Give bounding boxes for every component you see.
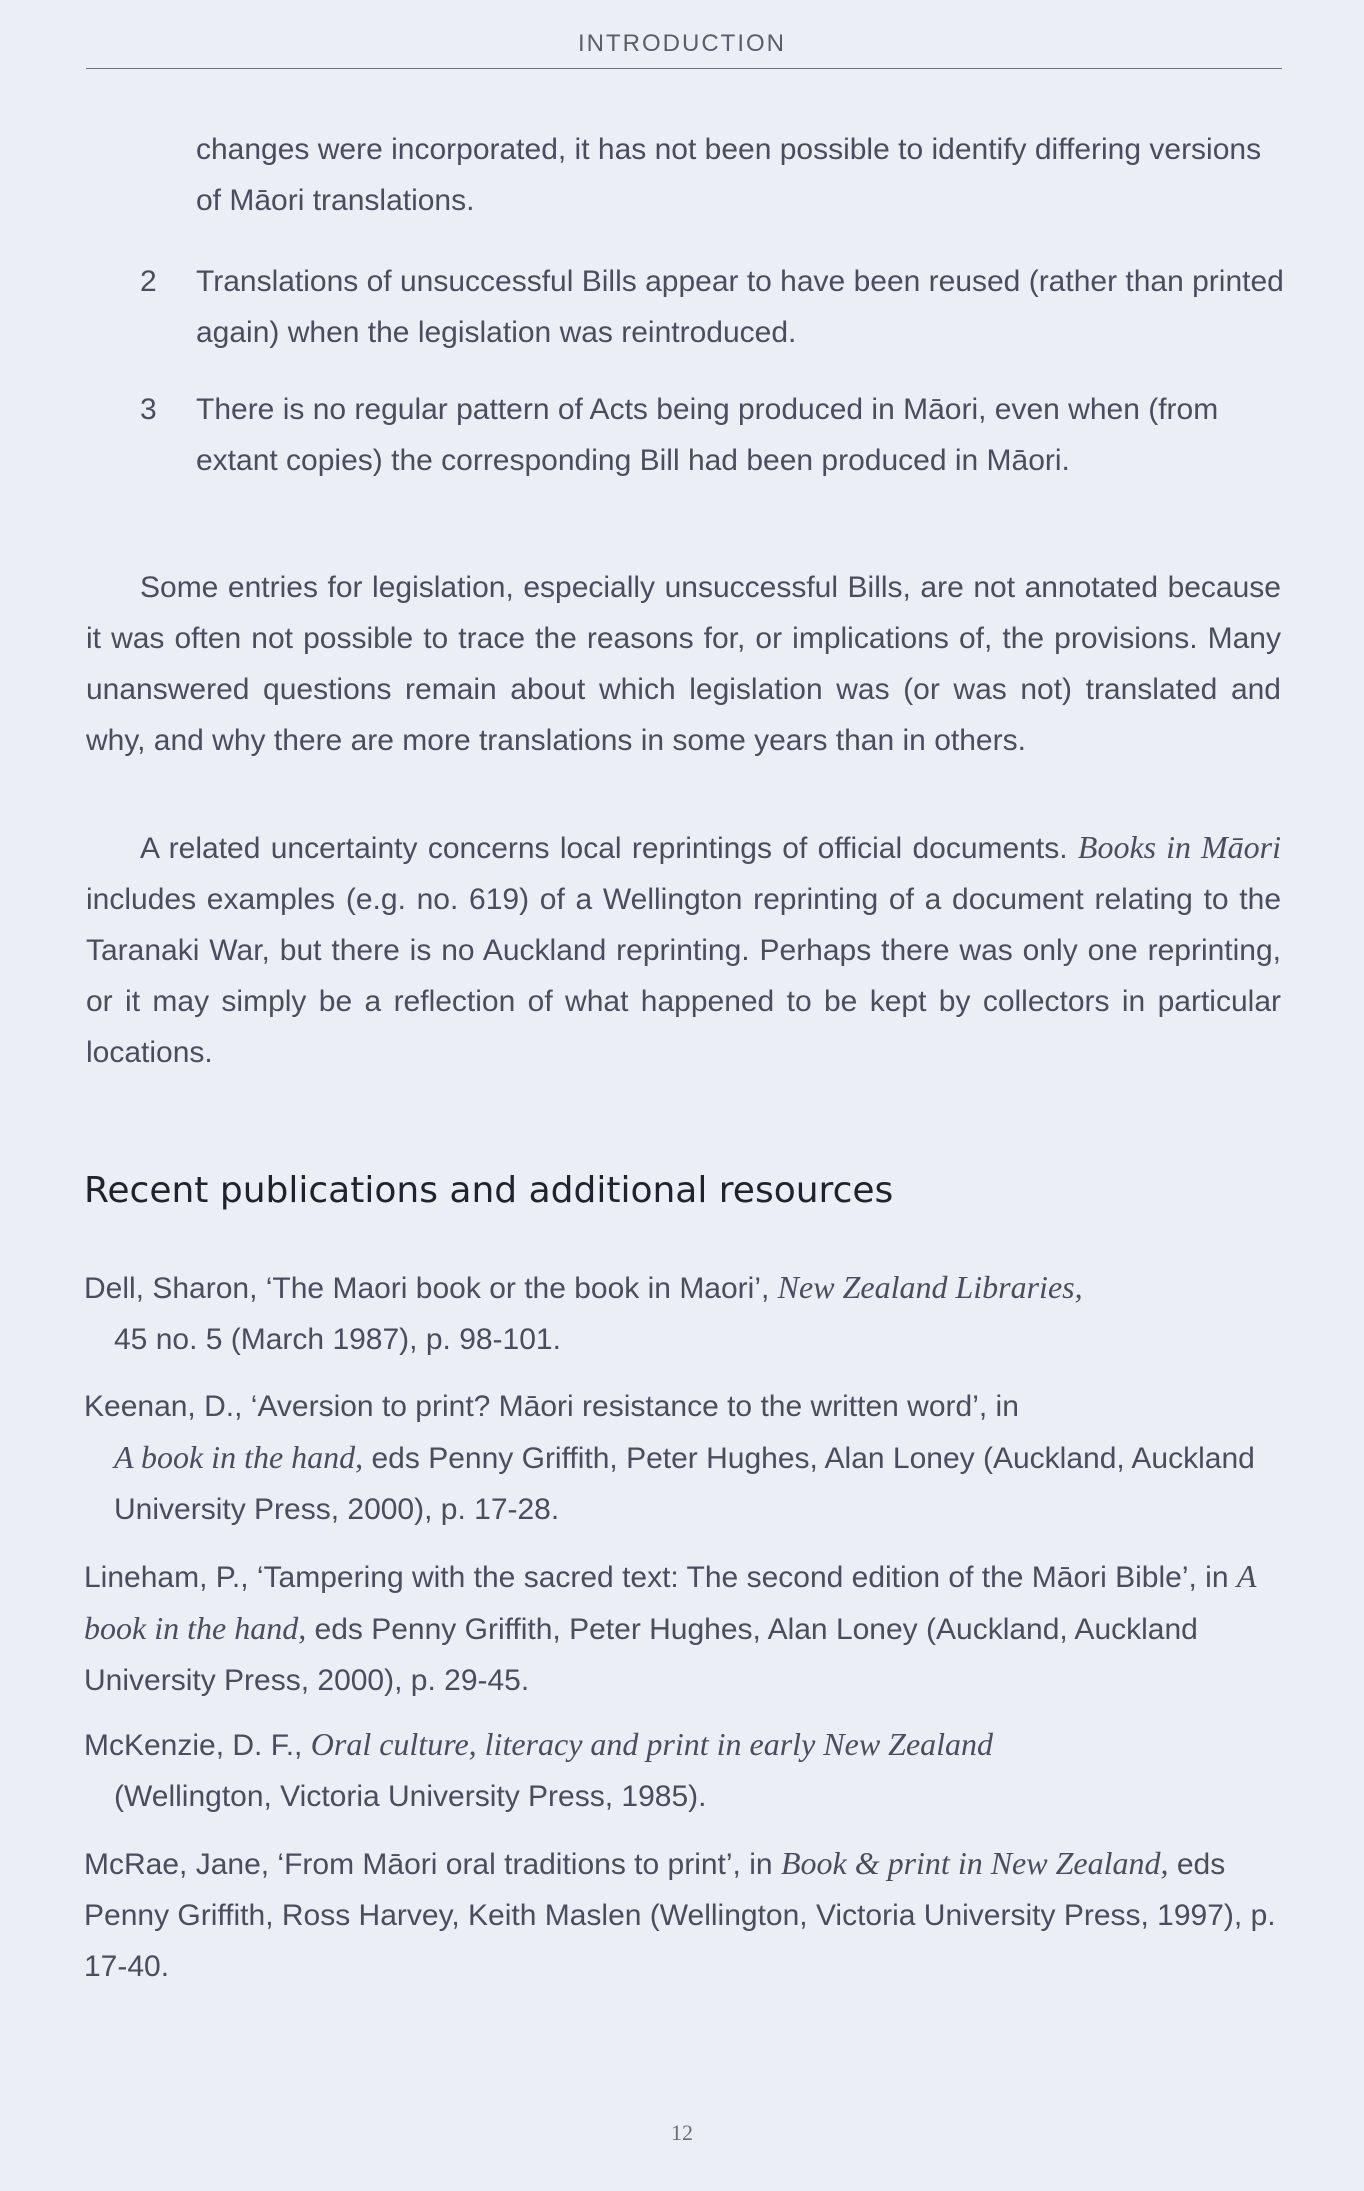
reference-text: Keenan, D., ‘Aversion to print? Māori resistance to the written word’, in bbox=[84, 1390, 1019, 1423]
reference-entry bbox=[84, 1262, 1280, 1365]
reference-text: eds Penny Griffith, Peter Hughes, Alan Loney (Auckland, Auckland University Press, 2000), p. 17-28. bbox=[114, 1442, 1255, 1526]
reference-title: Book & print in New Zealand, bbox=[780, 1845, 1169, 1881]
reference-text: eds Penny Griffith, Peter Hughes, Alan Loney (Auckland, Auckland University Press, 2000), p. 29-45. bbox=[84, 1613, 1198, 1697]
list-item-continuation: changes were incorporated, it has not been possible to identify differing versions of Māori translations. bbox=[196, 133, 1262, 217]
header-rule bbox=[86, 68, 1282, 69]
reference-title: New Zealand Libraries, bbox=[777, 1269, 1083, 1305]
reference-title: A book in the hand, bbox=[114, 1439, 364, 1475]
list-item-number: 3 bbox=[140, 393, 157, 426]
reference-title: A book in the hand, bbox=[84, 1558, 1256, 1646]
list-item-number: 2 bbox=[140, 265, 157, 298]
running-head: INTRODUCTION bbox=[578, 30, 786, 57]
reference-entry bbox=[84, 1719, 1280, 1822]
reference-entry bbox=[84, 1551, 1280, 1706]
reference-text: eds Penny Griffith, Ross Harvey, Keith Maslen (Wellington, Victoria University Press, 1997), p. 17-40. bbox=[84, 1848, 1276, 1983]
reference-text: Dell, Sharon, ‘The Maori book or the book in Maori’, bbox=[84, 1272, 770, 1305]
paragraph-text: Some entries for legislation, especially unsuccessful Bills, are not annotated because it was often not possible to trace the reasons for, or implications of, the provisions. Many unanswered questions remain about which legislation was (or was not) translated and why, and why there are more translations in some years than in others. bbox=[86, 571, 1281, 757]
reference-text: McRae, Jane, ‘From Māori oral traditions to print’, in bbox=[84, 1848, 773, 1881]
reference-text: Lineham, P., ‘Tampering with the sacred text: The second edition of the Māori Bible’, in bbox=[84, 1561, 1229, 1594]
book-title: Books in Māori bbox=[1077, 829, 1282, 865]
body-paragraph bbox=[86, 822, 1281, 1078]
body-paragraph bbox=[86, 562, 1281, 766]
list-item-text: There is no regular pattern of Acts being produced in Māori, even when (from extant copies) the corresponding Bill had been produced in Māori. bbox=[196, 393, 1219, 477]
paragraph-text: includes examples (e.g. no. 619) of a Wellington reprinting of a document relating to the Taranaki War, but there is no Auckland reprinting. Perhaps there was only one reprinting, or it may simply be a reflection of what happened to be kept by collectors in particular locations. bbox=[86, 883, 1281, 1069]
reference-text: (Wellington, Victoria University Press, 1985). bbox=[114, 1780, 707, 1813]
reference-entry bbox=[84, 1381, 1280, 1535]
reference-title: Oral culture, literacy and print in early New Zealand bbox=[310, 1726, 994, 1762]
reference-entry bbox=[84, 1838, 1280, 1992]
reference-text: McKenzie, D. F., bbox=[84, 1729, 303, 1762]
paragraph-text: A related uncertainty concerns local reprintings of official documents. bbox=[140, 832, 1068, 865]
section-heading: Recent publications and additional resources bbox=[84, 1170, 894, 1211]
list-item-text: Translations of unsuccessful Bills appear to have been reused (rather than printed again) when the legislation was reintroduced. bbox=[196, 265, 1284, 349]
page-number: 12 bbox=[671, 2120, 693, 2145]
reference-text: 45 no. 5 (March 1987), p. 98-101. bbox=[114, 1323, 561, 1356]
